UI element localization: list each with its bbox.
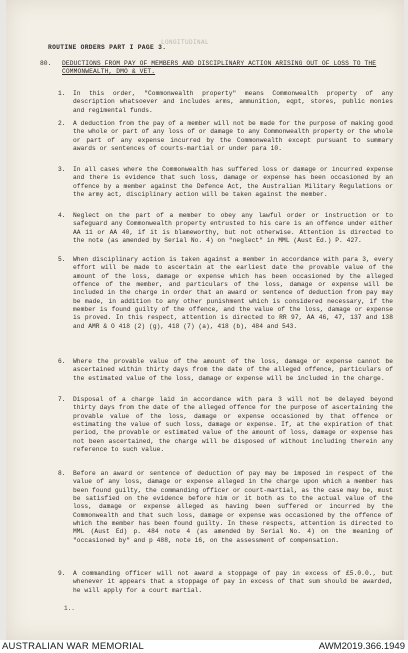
paragraph-text: In all cases where the Commonwealth has suffered loss or damage or incurred expense and there is evidence that such loss, damage or expense has been occasioned by an offence by a member against the Defence Act, the Australian Military Regulations or the army act, disciplinary action will be taken against the member.: [73, 166, 393, 199]
document-page: [6, 0, 404, 640]
paragraph-text: A commanding officer will not award a stoppage of pay in excess of £5.0.0., but whenever it appears that a stoppage of pay in excess of that sum should be awarded, he will apply for a court martial.: [73, 570, 393, 594]
archive-footer: [0, 640, 408, 653]
paragraph-number: 2.: [58, 120, 66, 127]
paragraph-text: Neglect on the part of a member to obey any lawful order or instruction or to safeguard any Commonwealth property entrusted to his care is an offence under either AA 11 or AA 40, if it is blameworthy, but not otherwise. Attention is directed to the note (as amended by Serial No. 4) on "neglect" in MML (Aust Ed.) P. 427.: [73, 212, 393, 245]
section-number: 80.: [40, 60, 52, 67]
paragraph-number: 9.: [58, 570, 66, 577]
paragraph-number: 5.: [58, 256, 66, 263]
paragraph-number: 7.: [58, 396, 66, 403]
paragraph-text: Before an award or sentence of deduction of pay may be imposed in respect of the value of any loss, damage or expense alleged in the charge upon which a member has been found guilty, the commanding officer or court-martial, as the case may be, must be satisfied on the evidence before him or it both as to the actual value of the loss, damage or expense alleged as having been suffered or incurred by the Commonwealth and that such loss, damage or expense was occasioned by the offence of which the member has been found guilty. In these respects, attention is directed to MML (Aust Ed) p. 484 note 4 (as amended by Serial No. 4) on the meaning of "occasioned by" and p 488, note 16, on the assessment of compensation.: [73, 470, 393, 544]
paragraph-text: In this order, "Commonwealth property" means Commonwealth property of any description whatsoever and includes arms, ammunition, eqpt, stores, public monies and regimental funds.: [73, 90, 393, 114]
paragraph-number: 6.: [58, 358, 66, 365]
paragraph-text: Where the provable value of the amount of the loss, damage or expense cannot be ascertained within thirty days from the date of the alleged offence, particulars of the estimated value of the loss, damage or expense will be included in the charge.: [73, 358, 393, 382]
paragraph-number: 3.: [58, 166, 66, 173]
faded-heading: LONGITUDINAL: [161, 39, 210, 46]
paragraph-number: 1.: [58, 90, 66, 97]
paragraph-text: Disposal of a charge laid in accordance with para 3 will not be delayed beyond thirty days from the date of the alleged offence for the purpose of ascertaining the provable value of the loss, damage or expense occasioned by that offence or estimating the value of such loss, damage or expense. If, at the expiration of that period, the provable or estimated value of the amount of loss, damage or expense has not been ascertained, the charge will be disposed of without including therein any reference to such value.: [73, 396, 393, 454]
accession-number: AWM2019.366.1949: [318, 641, 405, 652]
end-mark: 1..: [64, 605, 75, 612]
section-title: DEDUCTIONS FROM PAY OF MEMBERS AND DISCIPLINARY ACTION ARISING OUT OF LOSS TO THE COMMONWEALTH, DMO & VET.: [62, 60, 377, 75]
paragraph-text: A deduction from the pay of a member will not be made for the purpose of making good the whole or part of any loss of or damage to any Commonwealth property or the whole or part of any expense incurred by the Commonwealth except pursuant to summary awards or sentences of courts-martial or under para 10.: [73, 120, 393, 153]
paragraph-number: 8.: [58, 470, 66, 477]
paragraph-text: When disciplinary action is taken against a member in accordance with para 3, every effort will be made to ascertain at the earliest date the provable value of the amount of the loss, damage or expense which has been occasioned by the alleged offence of the member, and particulars of the loss, damage or expense will be included in the charge in order that an award or sentence of deduction from pay may be made, in addition to any other punishment which is considered necessary, if the member is found guilty of the offence, and the value of the loss, damage or expense is proved. In this respect, attention is directed to RR 97, AA 46, 47, 137 and 138 and AMR & O 418 (2) (g), 418 (7) (a), 418 (b), 484 and 543.: [73, 256, 393, 330]
institution-label: AUSTRALIAN WAR MEMORIAL: [2, 641, 145, 652]
page-header: ROUTINE ORDERS PART I PAGE 3.: [48, 44, 167, 51]
paragraph-number: 4.: [58, 212, 66, 219]
